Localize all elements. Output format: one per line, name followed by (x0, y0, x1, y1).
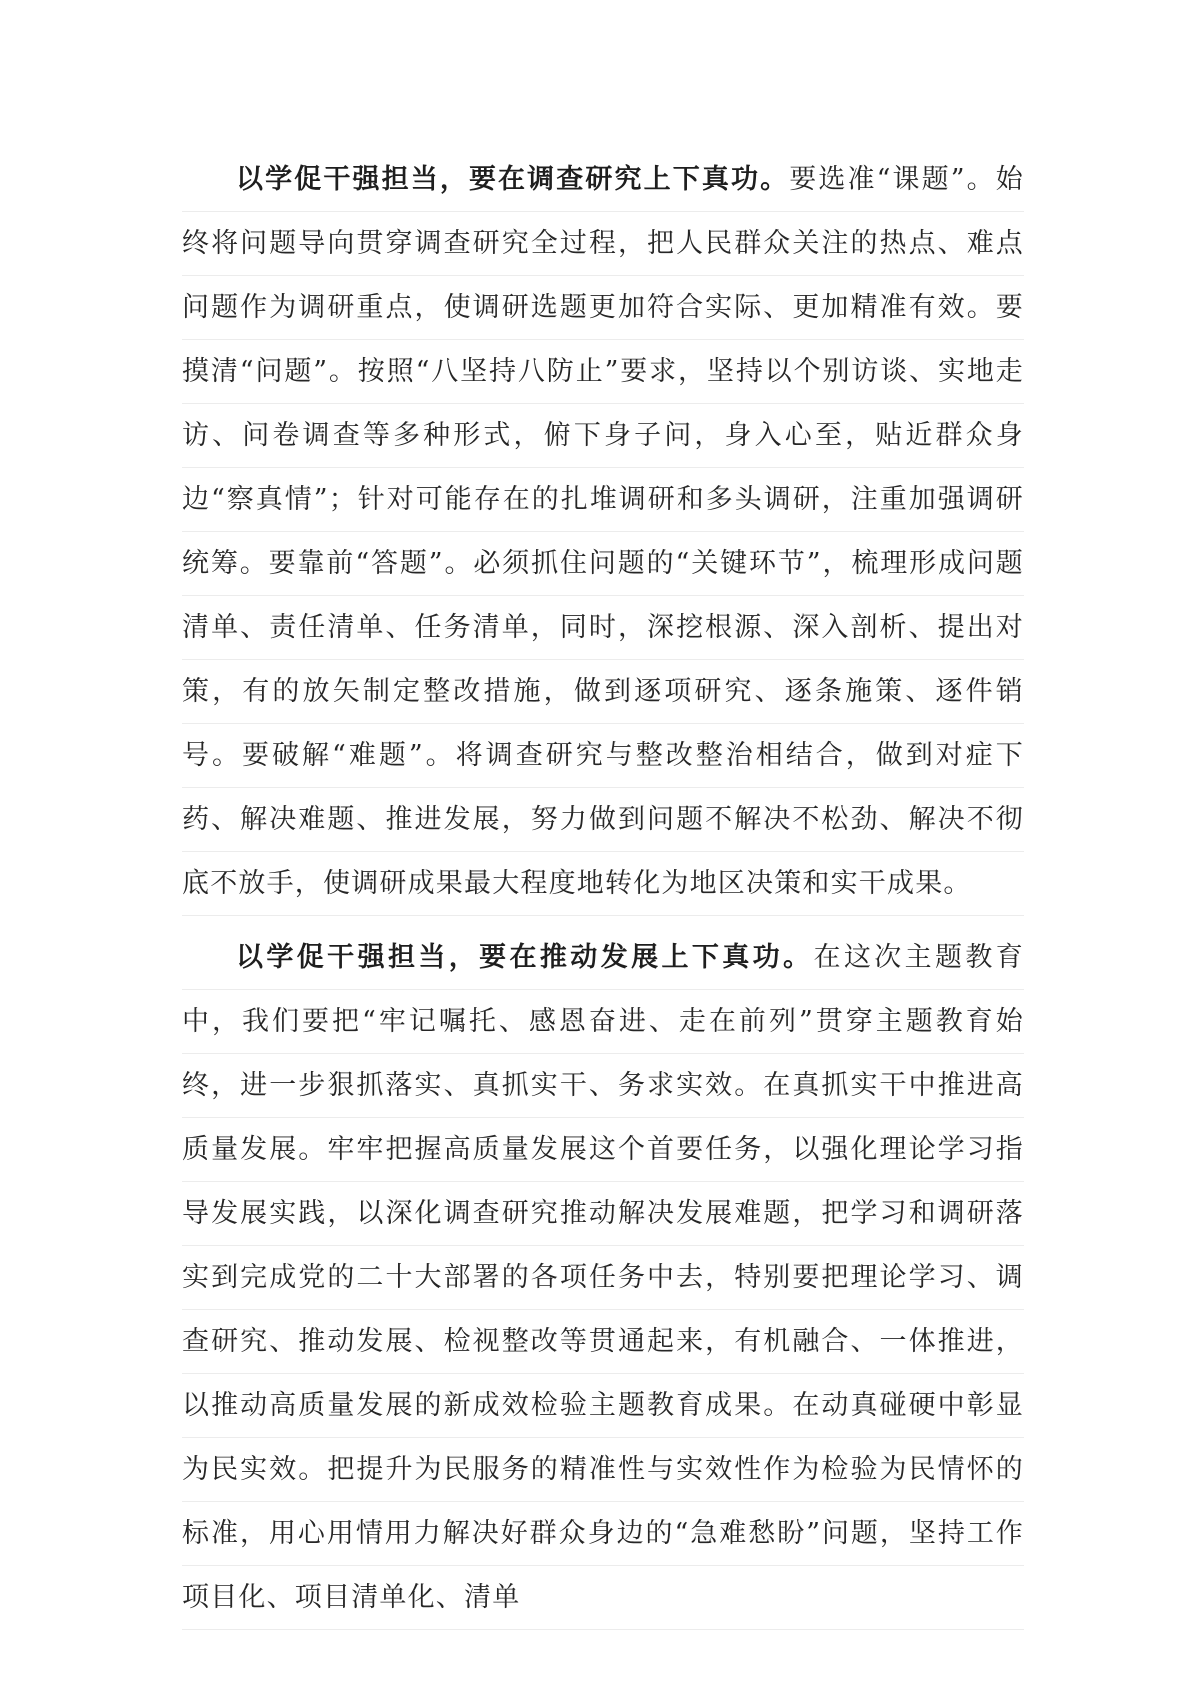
paragraph-lead: 以学促干强担当，要在调查研究上下真功。 (236, 164, 790, 195)
document-body (182, 148, 1024, 1630)
paragraph-text: 要选准“课题”。始终将问题导向贯穿调查研究全过程，把人民群众关注的热点、难点问题作为调研重点，使调研选题更加符合实际、更加精准有效。要摸清“问题”。按照“八坚持八防止”要求，坚持以个别访谈、实地走访、问卷调查等多种形式，俯下身子问，身入心至，贴近群众身边“察真情”；针对可能存在的扎堆调研和多头调研，注重加强调研统筹。要靠前“答题”。必须抓住问题的“关键环节”，梳理形成问题清单、责任清单、任务清单，同时，深挖根源、深入剖析、提出对策，有的放矢制定整改措施，做到逐项研究、逐条施策、逐件销号。要破解“难题”。将调查研究与整改整治相结合，做到对症下药、解决难题、推进发展，努力做到问题不解决不松劲、解决不彻底不放手，使调研成果最大程度地转化为地区决策和实干成果。 (182, 164, 1024, 899)
paragraph-text: 在这次主题教育中，我们要把“牢记嘱托、感恩奋进、走在前列”贯穿主题教育始终，进一步狠抓落实、真抓实干、务求实效。在真抓实干中推进高质量发展。牢牢把握高质量发展这个首要任务，以强化理论学习指导发展实践，以深化调查研究推动解决发展难题，把学习和调研落实到完成党的二十大部署的各项任务中去，特别要把理论学习、调查研究、推动发展、检视整改等贯通起来，有机融合、一体推进，以推动高质量发展的新成效检验主题教育成果。在动真碰硬中彰显为民实效。把提升为民服务的精准性与实效性作为检验为民情怀的标准，用心用情用力解决好群众身边的“急难愁盼”问题，坚持工作项目化、项目清单化、清单 (182, 942, 1024, 1613)
paragraph-research (182, 148, 1024, 916)
paragraph-development (182, 926, 1024, 1630)
paragraph-lead: 以学促干强担当，要在推动发展上下真功。 (236, 942, 814, 973)
